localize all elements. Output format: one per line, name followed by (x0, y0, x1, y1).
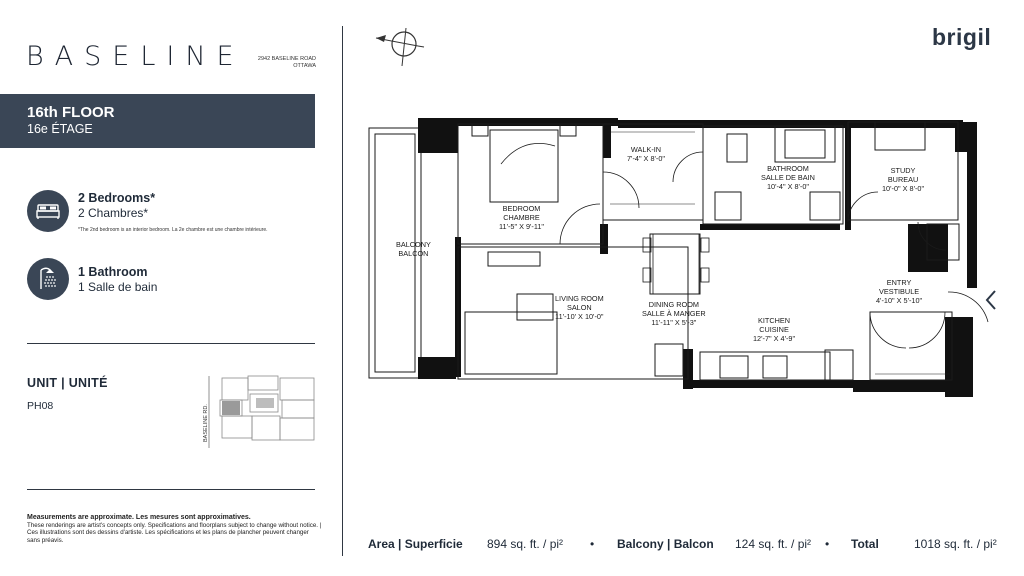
kitchen-name: KITCHEN (758, 316, 791, 325)
divider-top (27, 343, 315, 344)
total-value: 1018 sq. ft. / pi² (914, 537, 997, 551)
room-bathroom (761, 164, 815, 191)
entry-dims: 4'-10" X 5'-10" (876, 296, 923, 305)
entry-name-fr: VESTIBULE (878, 287, 920, 296)
bedrooms-note: *The 2nd bedroom is an interior bedroom. La 2e chambre est une chambre intérieure. (78, 227, 268, 233)
shower-icon (27, 258, 69, 300)
key-plan (200, 372, 320, 452)
keyplan-road-label: BASELINE RD. (203, 404, 209, 442)
bedroom-icon-circle (27, 190, 69, 232)
room-living (555, 294, 604, 321)
separator-1: • (590, 537, 595, 551)
dining-name: DINING ROOM (648, 300, 699, 309)
floor-title: 16th FLOOR (27, 104, 115, 121)
kitchen-name-fr: CUISINE (759, 325, 789, 334)
study-dims: 10'-0" X 8'-0" (882, 184, 925, 193)
balcony-name-fr: BALCON (398, 249, 429, 258)
walkin-name: WALK-IN (630, 145, 662, 154)
floor-banner (0, 94, 315, 148)
living-name: LIVING ROOM (555, 294, 604, 303)
room-entry (876, 278, 922, 305)
floor-subtitle: 16e ÉTAGE (27, 122, 93, 136)
disclaimer (27, 514, 322, 544)
bathroom-icon-circle (27, 258, 69, 300)
study-name: STUDY (890, 166, 916, 175)
bedrooms-title: 2 Bedrooms* (78, 191, 156, 205)
balcony-name: BALCONY (396, 240, 431, 249)
bathrooms-title: 1 Bathroom (78, 265, 148, 279)
bathroom-name: BATHROOM (767, 164, 809, 173)
entry-name: ENTRY (886, 278, 912, 287)
baseline-logo: BASELINE (26, 41, 245, 72)
study-name-fr: BUREAU (887, 175, 919, 184)
area-value: 894 sq. ft. / pi² (487, 537, 564, 551)
dining-dims: 11'-11" X 5'-3" (651, 318, 697, 327)
unit-value: PH08 (27, 400, 54, 412)
divider-bottom (27, 489, 315, 490)
living-name-fr: SALON (566, 303, 592, 312)
disclaimer-text: These renderings are artist's concepts only. Specifications and floorplans subject to change without notice. | Ces illustrations sont des dessins d'artiste. Les spécifications et les plans de plancher peuvent changer sans préavis. (27, 521, 322, 544)
brigil-logo: brigil (932, 24, 992, 50)
balcony-area-label: Balcony | Balcon (617, 537, 714, 551)
bathroom-name-fr: SALLE DE BAIN (761, 173, 815, 182)
kitchen-dims: 12'-7" X 4'-9" (753, 334, 796, 343)
address (236, 56, 316, 70)
room-study (882, 166, 924, 193)
chevron-left-icon[interactable] (984, 288, 998, 312)
living-dims: 11'-10' X 10'-0" (555, 312, 604, 321)
floor-plan (355, 112, 995, 402)
panel-divider (342, 26, 343, 556)
separator-2: • (825, 537, 830, 551)
bedrooms-subtitle: 2 Chambres* (78, 206, 149, 220)
unit-label: UNIT | UNITÉ (27, 376, 108, 390)
disclaimer-bold: Measurements are approximate. Les mesures sont approximatives. (27, 514, 251, 521)
room-balcony (396, 240, 431, 258)
room-walkin (627, 145, 665, 163)
room-bedroom (499, 204, 544, 231)
dining-name-fr: SALLE À MANGER (642, 309, 706, 318)
walkin-dims: 7'-4" X 8'-0" (627, 154, 665, 163)
total-label: Total (851, 537, 879, 551)
bed-icon (27, 190, 69, 232)
bedroom-name: BEDROOM (502, 204, 541, 213)
bedroom-name-fr: CHAMBRE (503, 213, 540, 222)
address-line-2: OTTAWA (293, 63, 316, 69)
room-kitchen (753, 316, 795, 343)
address-line-1: 2942 BASELINE ROAD (257, 56, 316, 62)
room-dining (642, 300, 706, 327)
bathrooms-subtitle: 1 Salle de bain (78, 280, 158, 294)
north-arrow-icon (366, 22, 436, 72)
bedroom-dims: 11'-5" X 9'-11" (499, 222, 545, 231)
area-label: Area | Superficie (368, 537, 463, 551)
balcony-area-value: 124 sq. ft. / pi² (735, 537, 812, 551)
bathroom-dims: 10'-4" X 8'-0" (766, 182, 809, 191)
